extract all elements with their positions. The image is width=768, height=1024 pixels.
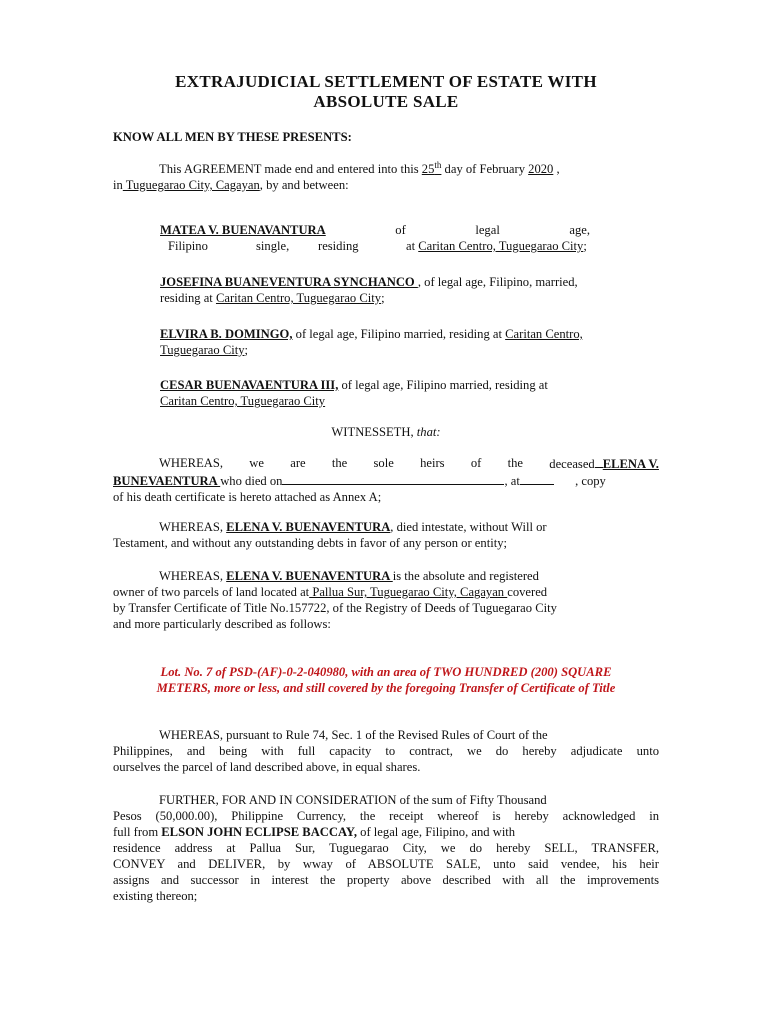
intro-place: Tuguegarao City, Cagayan [122, 178, 260, 192]
party-2-line-2: residing at Caritan Centro, Tuguegarao City; [160, 291, 385, 305]
further-line-6: assigns and successor in interest the property above described with all the improvements [113, 873, 659, 887]
party-4-address: Caritan Centro, Tuguegarao City [160, 394, 326, 408]
party-4 [160, 377, 660, 409]
party-1-line-2: Filipino single, residing at Caritan Centro, Tuguegarao City; [168, 239, 587, 253]
party-4-line-1: CESAR BUENAVAENTURA III, of legal age, Filipino married, residing at [160, 378, 548, 392]
intro-year: 2020 [528, 162, 554, 176]
document-title [113, 72, 659, 112]
party-3-address: Tuguegarao City [160, 343, 245, 357]
further-line-5: CONVEY and DELIVER, by wway of ABSOLUTE SALE, unto said vendee, his heir [113, 857, 659, 871]
whereas-4-line-3: ourselves the parcel of land described above, in equal shares. [113, 760, 421, 774]
party-3-name: ELVIRA B. DOMINGO, [160, 327, 293, 341]
whereas-2-line-1: WHEREAS, ELENA V. BUENAVENTURA, died intestate, without Will or [159, 520, 547, 534]
whereas-4-line-1: WHEREAS, pursuant to Rule 74, Sec. 1 of the Revised Rules of Court of the [159, 728, 548, 742]
further-line-1: FURTHER, FOR AND IN CONSIDERATION of the sum of Fifty Thousand [159, 793, 547, 807]
further-line-4: residence address at Pallua Sur, Tuguegarao City, we do hereby SELL, TRANSFER, [113, 841, 659, 855]
intro-line-1: This AGREEMENT made end and entered into this 25th day of February 2020 , [159, 159, 560, 176]
whereas-3 [113, 568, 659, 632]
title-line-1: EXTRAJUDICIAL SETTLEMENT OF ESTATE WITH [175, 72, 597, 91]
further-line-3: full from ELSON JOHN ECLIPSE BACCAY, of legal age, Filipino, and with [113, 825, 516, 839]
further-paragraph [113, 792, 659, 904]
intro-line-2: in Tuguegarao City, Cagayan, by and between: [113, 178, 349, 192]
whereas-4-line-2: Philippines, and being with full capacity to contract, we do hereby adjudicate unto [113, 744, 659, 758]
whereas-1-line-3: of his death certificate is hereto attached as Annex A; [113, 490, 382, 504]
party-1-address: Caritan Centro, Tuguegarao City [418, 239, 584, 253]
whereas-3-line-4: and more particularly described as follows: [113, 617, 331, 631]
party-4-name: CESAR BUENAVAENTURA III, [160, 378, 339, 392]
party-1 [160, 222, 590, 254]
lot-line-2: METERS, more or less, and still covered by the foregoing Transfer of Certificate of Title [156, 681, 616, 695]
whereas-3-name: ELENA V. BUENAVENTURA [226, 569, 393, 583]
death-date-blank[interactable] [282, 472, 504, 485]
lot-line-1: Lot. No. 7 of PSD-(AF)-0-2-040980, with an area of TWO HUNDRED (200) SQUARE [160, 665, 612, 679]
party-2-name: JOSEFINA BUANEVENTURA SYNCHANCO [160, 275, 418, 289]
know-all-heading: KNOW ALL MEN BY THESE PRESENTS: [113, 130, 352, 144]
whereas-3-line-3: by Transfer Certificate of Title No.157722, of the Registry of Deeds of Tuguegarao City [113, 601, 557, 615]
further-line-2: Pesos (50,000.00), Philippine Currency, the receipt whereof is hereby acknowledged in [113, 809, 659, 823]
whereas-2 [113, 519, 659, 551]
party-1-line-1: MATEA V. BUENAVANTURA of legal age, [160, 223, 590, 237]
whereas-3-line-1: WHEREAS, ELENA V. BUENAVENTURA is the absolute and registered [159, 569, 539, 583]
whereas-2-name: ELENA V. BUENAVENTURA [226, 520, 391, 534]
party-3 [160, 326, 666, 358]
party-2 [160, 274, 660, 306]
property-location: Pallua Sur, Tuguegarao City, Cagayan [309, 585, 508, 599]
lot-description [108, 664, 664, 696]
title-line-2: ABSOLUTE SALE [313, 92, 459, 111]
buyer-name: ELSON JOHN ECLIPSE BACCAY, [161, 825, 358, 839]
death-place-blank[interactable] [520, 472, 554, 485]
witnesseth: WITNESSETH, that: [331, 425, 441, 439]
whereas-1-line-1: WHEREAS, we are the sole heirs of the deceased ELENA V. [159, 456, 659, 471]
intro-paragraph [113, 161, 659, 193]
whereas-1 [113, 455, 659, 505]
deceased-name-1: ELENA V. [602, 457, 659, 471]
party-2-address: Caritan Centro, Tuguegarao City [215, 291, 382, 305]
whereas-2-line-2: Testament, and without any outstanding debts in favor of any person or entity; [113, 536, 507, 550]
party-3-line-2: Tuguegarao City; [160, 343, 249, 357]
whereas-1-line-2: BUNEVAENTURA who died on , at , copy [113, 474, 606, 488]
deceased-name-2: BUNEVAENTURA [113, 474, 221, 488]
party-1-name: MATEA V. BUENAVANTURA [160, 223, 326, 237]
intro-day: 25th [421, 159, 442, 176]
party-2-line-1: JOSEFINA BUANEVENTURA SYNCHANCO , of legal age, Filipino, married, [160, 275, 578, 289]
further-line-7: existing thereon; [113, 889, 198, 903]
whereas-3-line-2: owner of two parcels of land located at Pallua Sur, Tuguegarao City, Cagayan covered [113, 585, 548, 599]
whereas-4 [113, 727, 659, 775]
party-3-line-1: ELVIRA B. DOMINGO, of legal age, Filipino married, residing at Caritan Centro, [160, 327, 583, 341]
